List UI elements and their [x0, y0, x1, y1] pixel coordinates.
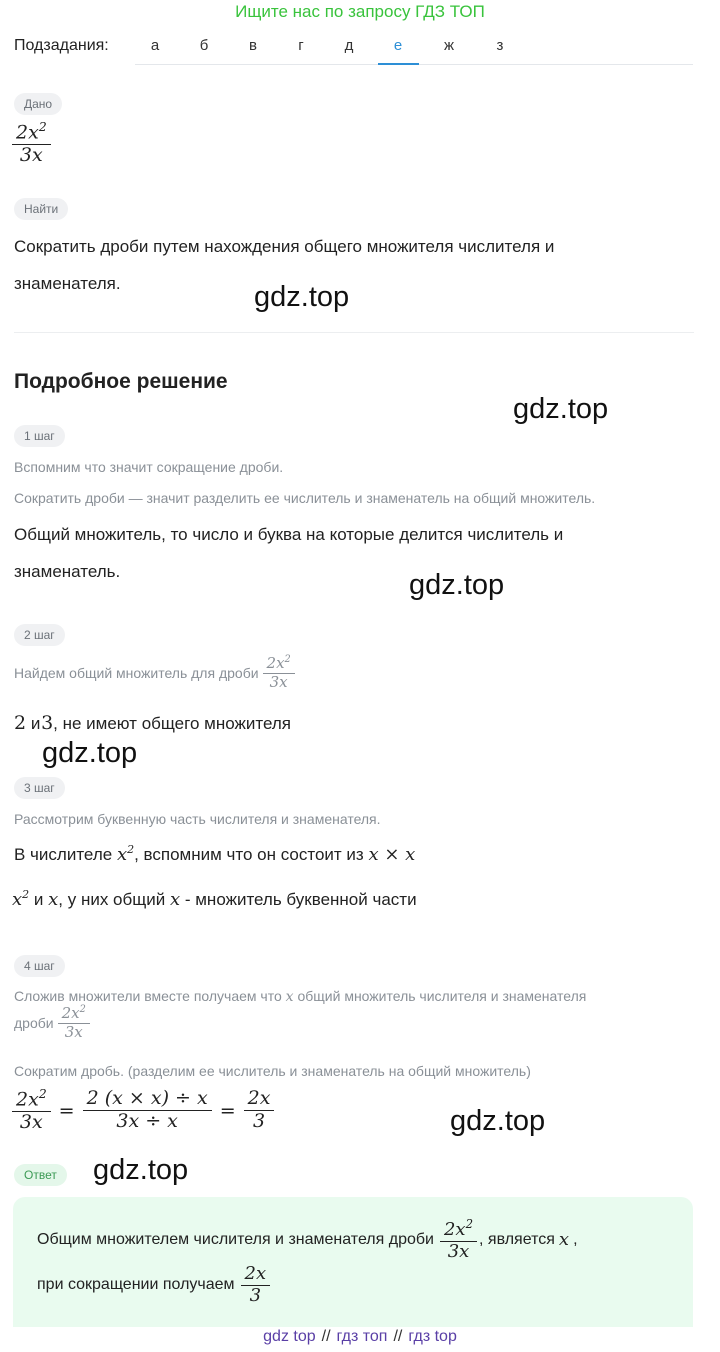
step2-a: 2 [14, 712, 27, 734]
answer-line-1a: Общим множителем числителя и знаменателя дроби [37, 1230, 434, 1248]
frac-den: 3x [440, 1241, 477, 1262]
promo-banner: Ищите нас по запросу ГДЗ ТОП [235, 2, 485, 21]
times-sign: × [384, 844, 400, 865]
step3-l1-b: , вспомним что он состоит из [134, 845, 364, 864]
eq-res-num: 2x [247, 1087, 271, 1110]
answer-chip: Ответ [14, 1164, 67, 1186]
step2-and: и [30, 714, 41, 733]
frac-den: 3x [263, 673, 295, 691]
frac-num-exp: 2 [284, 654, 291, 665]
step4-equation [14, 1088, 272, 1133]
step3-l1-a: В числителе [14, 845, 113, 864]
eq-left-exp: 2 [38, 1087, 47, 1101]
answer-box [13, 1197, 693, 1327]
answer-line-1b: , является [479, 1230, 555, 1248]
tab-a[interactable]: а [150, 37, 160, 54]
answer-line-2-text: при сокращении получаем [37, 1276, 235, 1294]
step1-text-2: знаменатель. [14, 562, 121, 581]
step3-chip: 3 шаг [14, 777, 65, 799]
x-var: x [368, 844, 379, 865]
answer-res-num: 2x [244, 1263, 267, 1284]
answer-line-1 [37, 1218, 578, 1262]
frac-num: 2x [61, 1004, 80, 1022]
step2-result [14, 712, 291, 734]
x-exp: 2 [22, 888, 30, 901]
step3-hint: Рассмотрим буквенную часть числителя и знаменателя. [14, 811, 381, 827]
step1-text-1: Общий множитель, то число и буква на которые делится числитель и [14, 525, 564, 544]
answer-line-1c: , [573, 1230, 578, 1248]
frac-den: 3x [58, 1023, 90, 1041]
watermark: gdz.top [409, 569, 505, 601]
step1-hint-1: Вспомним что значит сокращение дроби. [14, 459, 284, 475]
x-var: x [116, 844, 128, 865]
footer-links [0, 1327, 720, 1352]
given-chip: Дано [14, 93, 62, 115]
x-exp: 2 [127, 843, 135, 856]
step2-tail: , не имеют общего множителя [53, 714, 291, 733]
equals-sign: = [58, 1099, 75, 1122]
x-var: x [48, 889, 59, 910]
x-var: x [12, 889, 23, 910]
footer-link-2[interactable]: гдз топ [336, 1328, 388, 1345]
tab-g[interactable]: г [298, 37, 304, 54]
eq-res-den: 3 [244, 1110, 275, 1132]
tab-d[interactable]: д [344, 37, 354, 54]
tab-zh[interactable]: ж [443, 37, 455, 54]
watermark: gdz.top [513, 393, 609, 425]
watermark: gdz.top [254, 281, 350, 313]
eq-left-den: 3x [12, 1111, 51, 1133]
footer-sep: // [321, 1328, 331, 1345]
watermark: gdz.top [42, 737, 138, 769]
step2-chip: 2 шаг [14, 624, 65, 646]
step3-l2-c: - множитель буквенной части [184, 890, 417, 909]
step2-hint-row [14, 655, 293, 691]
frac-num: 2x [443, 1219, 466, 1240]
step3-line-1 [14, 843, 415, 865]
step4-hint-1a: Сложив множители вместе получаем что [14, 988, 282, 1004]
tab-e[interactable]: е [393, 37, 403, 54]
equals-sign: = [219, 1099, 236, 1122]
given-num: 2x [16, 121, 39, 144]
tab-b[interactable]: б [199, 37, 209, 54]
eq-left-num: 2x [16, 1088, 39, 1111]
section-divider [14, 332, 694, 333]
step4-hint-1 [14, 988, 586, 1005]
step4-chip: 4 шаг [14, 955, 65, 977]
given-den: 3x [12, 144, 51, 166]
watermark: gdz.top [450, 1105, 546, 1137]
footer-link-1[interactable]: gdz top [263, 1328, 316, 1345]
find-chip: Найти [14, 198, 68, 220]
frac-num: 2x [266, 654, 285, 672]
x-var: x [405, 844, 416, 865]
step3-line-2 [12, 888, 417, 910]
x-var: x [169, 889, 181, 910]
eq-mid-num: 2 (x × x) ÷ x [86, 1087, 208, 1110]
active-tab-indicator [378, 63, 419, 65]
step2-b: 3 [41, 712, 54, 734]
frac-num-exp: 2 [465, 1217, 474, 1231]
answer-res-den: 3 [241, 1285, 271, 1306]
solution-title: Подробное решение [14, 370, 228, 393]
step1-chip: 1 шаг [14, 425, 65, 447]
step4-hint-1b: общий множитель числителя и знаменателя [297, 988, 587, 1004]
footer-link-3[interactable]: гдз top [408, 1328, 457, 1345]
tab-z[interactable]: з [496, 37, 504, 54]
eq-mid-den: 3x ÷ x [83, 1110, 212, 1132]
step4-hint-2: дроби [14, 1014, 54, 1031]
step2-hint: Найдем общий множитель для дроби [14, 664, 259, 681]
given-fraction [14, 121, 49, 166]
step1-hint-2: Сократить дроби — значит разделить ее числитель и знаменатель на общий множитель. [14, 490, 596, 506]
given-num-exp: 2 [38, 120, 47, 134]
x-var: x [558, 1229, 570, 1251]
step3-l2-and: и [33, 890, 44, 909]
footer-sep: // [393, 1328, 403, 1345]
answer-line-2 [37, 1265, 268, 1306]
subtasks-label: Подзадания: [14, 37, 109, 54]
frac-num-exp: 2 [79, 1004, 86, 1015]
tab-v[interactable]: в [249, 37, 257, 54]
step4-hint-3: Сократим дробь. (разделим ее числитель и знаменатель на общий множитель) [14, 1063, 531, 1079]
step3-l2-b: , у них общий [58, 890, 166, 909]
find-line-2: знаменателя. [14, 274, 121, 293]
watermark: gdz.top [93, 1154, 189, 1186]
find-line-1: Сократить дроби путем нахождения общего множителя числителя и [14, 237, 555, 256]
x-var: x [285, 989, 294, 1005]
step4-hint-2-row [14, 1005, 88, 1041]
